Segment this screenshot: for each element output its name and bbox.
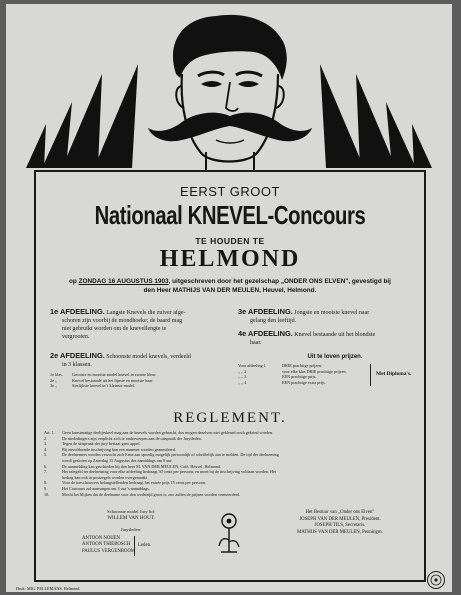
signatures-left [66,508,196,533]
klas-2-label: 2e ,, [50,377,58,383]
section-2-label: 2e AFDEELING. [50,351,105,360]
section-2-text-2: in 3 klassen. [62,362,92,368]
signatures-right [260,510,420,536]
reglement-item [44,492,416,498]
poster-sheet [6,4,452,592]
prize-1-text: DRIE prachtige prijzen. [282,363,323,368]
intro-organizer: , uitgeschreven door het gezelschap „ONDER ONS ELVEN", gevestigd bij [168,278,391,285]
moustache-man-illustration [6,4,452,179]
section-3-text-2: gelang den leeftijd. [250,318,297,324]
reglement-item-number: Art. 1. [44,430,55,435]
section-4-text-2: haar. [250,340,262,346]
reglement-item-number: 5. [44,452,48,458]
prizes-list [238,363,368,385]
board-member: MATHIJS VAN DER MEULEN, Penningm. [297,529,383,535]
prizes-brace [370,364,371,386]
prize-4-label: ,, ,, 4 [238,379,247,385]
reglement-item-text: Voor de toeschouwers belangstellenden bedraagt het entrée prijs 15 cents per persoon. [62,480,207,486]
klas-3-label: 3e ,, [50,383,58,389]
header-te-houden: TE HOUDEN TE [195,236,265,246]
section-2 [50,352,240,389]
prizes-title: Uit te loven prijzen. [307,354,363,360]
right-signature-heading: Het Bestuur van „Onder ons Elven" [305,510,375,515]
reglement-item-number: 4. [44,446,48,452]
klas-1-text: Grootste en mooiste model knevel in zwarte kleur. [72,372,157,377]
section-1 [50,308,230,341]
section-4-text-1: Knevel bestaande uit het blondste [294,332,376,338]
klas-3-text: Sierlijkste knevel in 't kleinste model. [72,383,136,389]
text-frame [34,170,426,582]
header-title: Nationaal KNEVEL-Concours [94,200,366,230]
prize-1-label: Voor afdeeling 1 [238,363,266,368]
prize-2-text: voor elke klas DRIE prachtige prijzen. [282,368,347,374]
prizes-block [238,354,422,385]
intro-date: ZONDAG 16 AUGUSTUS 1903 [78,278,169,285]
moustache-shape [148,113,312,142]
reglement-item-number: 6. [44,463,48,469]
reglement-item-text: bedrag kan ook in postzegels worden overgemaakt. [62,474,148,480]
klas-2-text: Knevel bestaande uit het fijnste en mooiste haar. [72,377,154,383]
jury-member: PAULUS VERGENBOOM [82,548,136,554]
printer-credit: Druk: MIG. PELLEMANS, Helmond. [16,586,81,591]
reglement-title: REGLEMENT. [173,410,287,426]
board-member: JOSEPH TILS, Secretaris. [314,523,366,529]
section-4-label: 4e AFDEELING. [238,329,293,338]
prize-4-text: EEN prachtige extra prijs. [282,379,326,385]
section-1-label: 1e AFDEELING. [50,307,105,316]
header-eerst-groot: EERST GROOT [180,184,280,199]
prizes-diploma-note: Met Diploma's. [376,371,412,377]
jury-member: ANTOON THIEBOSCH [82,542,131,548]
reglement-item-number: 9. [44,485,48,491]
left-signature-heading: Schoonste model Jury lid: [107,509,155,514]
section-1-text-1: Langste Knevels die zuiver afge- [106,310,186,316]
reglement-item-text: Mocht het blijken dat de deelname voor den wedstrijd groot is, zoo zullen de prijzen worden vermeerderd. [62,491,241,497]
reglement-item-text: De aanmelding kan geschieden bij den heer M. VAN DER MEULEN, Café, Heuvel, Helmond. [62,463,222,469]
reglement-item-text: De deelnemers worden verzocht zich Eene aan spoedig mogelijk persoonlijk of schriftelijk aan te melden. De tijd der deelneming [62,452,279,458]
intro-line-2: den Heer MATHIJS VAN DER MEULEN, Heuvel, Helmond. [143,287,317,294]
reglement-item-text: De mededingers zijn verplicht zich te onderwerpen aan de uitspraak der Jurytleden. [62,435,202,441]
reglement-item-number: 8. [44,480,48,486]
left-signature-name: WILLEM VAN HOUT. [107,516,155,521]
archive-stamp-icon [426,570,446,590]
prize-3-label: ,, ,, 3 [238,374,247,380]
hair-shape [173,15,287,80]
jury-heading: Jurytleden: [120,527,142,532]
section-1-text-4: vergrooten. [62,334,90,340]
prize-2-label: ,, ,, 2 [238,368,247,374]
reglement-item-number: 10. [44,491,50,497]
reglement-item-number: 3. [44,441,48,447]
klas-1-label: 1e klas. [50,372,63,377]
prize-3-text: EEN prachtige prijs. [282,374,317,380]
reglement-item-text: Geen kunstmatige deeltjeskeel mag aan de knevels worden gebracht, dus mogen dezelven niet gekleurd noch gekrind worden. [62,430,274,435]
reglement-item-number: 7. [44,469,48,475]
jury-note: Leden. [138,543,152,548]
section-2-text-1: Schoonste model knevels, verdeeld [106,354,191,360]
board-member: JOSEPH VAN DER MEULEN, President. [299,516,381,522]
reglement-item-text: Tegen de uitspraak der jury bestaat geen appel. [62,441,141,447]
jury-brace [134,536,135,556]
jury-list [82,536,135,555]
reglement-item-text: Bij onvoldoende inschrijving kan een nummer worden geannuleerd. [62,446,176,452]
reglement-item-number: 2. [44,435,48,441]
intro-prefix: op [69,278,79,285]
header-city: HELMOND [159,246,301,272]
section-1-text-2: schoren zijn voorbij de mondhoeke; de baard mag [62,318,183,324]
section-2-klassen [50,372,240,389]
section-3-text-1: Jongste en mooiste knevel naar [294,310,370,316]
section-4 [238,330,418,347]
intro-line-1 [36,278,424,285]
reglement-item-text: wordt gesloten op Zaterdag 15 Augustus des namiddags om 8 uur. [62,457,173,463]
reglement-item-text: Het inlegeld ter deelneming voor elke afdeeling bedraagt 30 cents per persoon, en moet bij de inschrijving voldaan worden. Het [62,469,277,475]
jury-member: ANTOON NOIJEN [82,536,121,541]
reglement-list [44,430,416,497]
reglement-item-text: Het Concours zal aanvangen om 3 uur 's namiddags. [62,485,150,491]
section-3 [238,308,418,325]
section-3-label: 3e AFDEELING. [238,307,293,316]
section-1-text-3: niet gebruikt worden om de knevellengte te [62,326,167,332]
flower-ornament [216,512,242,554]
